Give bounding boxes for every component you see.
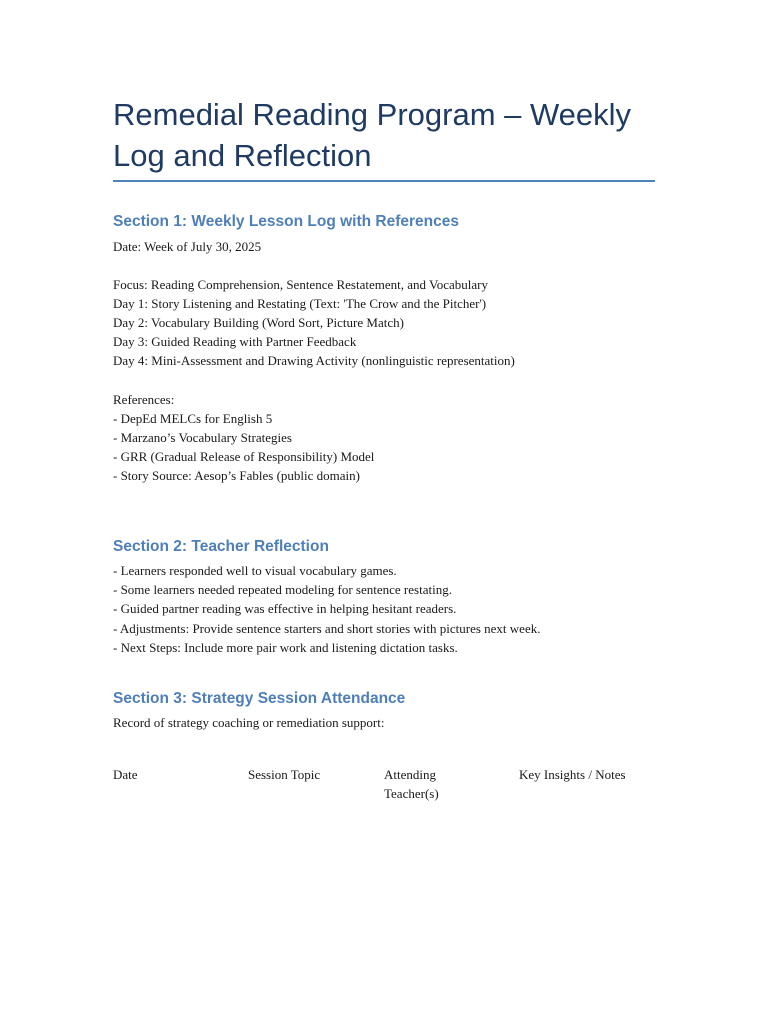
document-title: Remedial Reading Program – Weekly Log and Reflection	[113, 97, 632, 173]
section2-heading: Section 2: Teacher Reflection	[113, 538, 329, 555]
reflection-item: - Adjustments: Provide sentence starters and short stories with pictures next week.	[113, 621, 541, 636]
lesson-focus: Focus: Reading Comprehension, Sentence Restatement, and Vocabulary	[113, 277, 488, 292]
reference-item: - Marzano’s Vocabulary Strategies	[113, 430, 292, 445]
title-divider	[113, 180, 655, 182]
lesson-day-2: Day 2: Vocabulary Building (Word Sort, Picture Match)	[113, 315, 404, 330]
reference-item: - Story Source: Aesop’s Fables (public domain)	[113, 468, 360, 483]
lesson-date: Date: Week of July 30, 2025	[113, 239, 262, 254]
reference-item: - DepEd MELCs for English 5	[113, 411, 273, 426]
column-header-session-topic: Session Topic	[248, 767, 321, 782]
section1-heading: Section 1: Weekly Lesson Log with References	[113, 213, 459, 230]
column-header-date: Date	[113, 767, 138, 782]
lesson-day-1: Day 1: Story Listening and Restating (Text: 'The Crow and the Pitcher')	[113, 296, 487, 311]
reflection-item: - Some learners needed repeated modeling for sentence restating.	[113, 582, 452, 597]
reflection-item: - Next Steps: Include more pair work and listening dictation tasks.	[113, 640, 458, 655]
lesson-day-4: Day 4: Mini-Assessment and Drawing Activity (nonlinguistic representation)	[113, 353, 515, 368]
reflection-item: - Guided partner reading was effective in helping hesitant readers.	[113, 601, 457, 616]
attendance-intro: Record of strategy coaching or remediation support:	[113, 715, 385, 730]
references-label: References:	[113, 392, 175, 407]
reflection-item: - Learners responded well to visual vocabulary games.	[113, 563, 397, 578]
reference-item: - GRR (Gradual Release of Responsibility) Model	[113, 449, 375, 464]
column-header-attending-teachers: Attending Teacher(s)	[384, 767, 439, 801]
column-header-key-insights: Key Insights / Notes	[519, 767, 626, 782]
section3-heading: Section 3: Strategy Session Attendance	[113, 690, 406, 707]
lesson-day-3: Day 3: Guided Reading with Partner Feedback	[113, 334, 357, 349]
